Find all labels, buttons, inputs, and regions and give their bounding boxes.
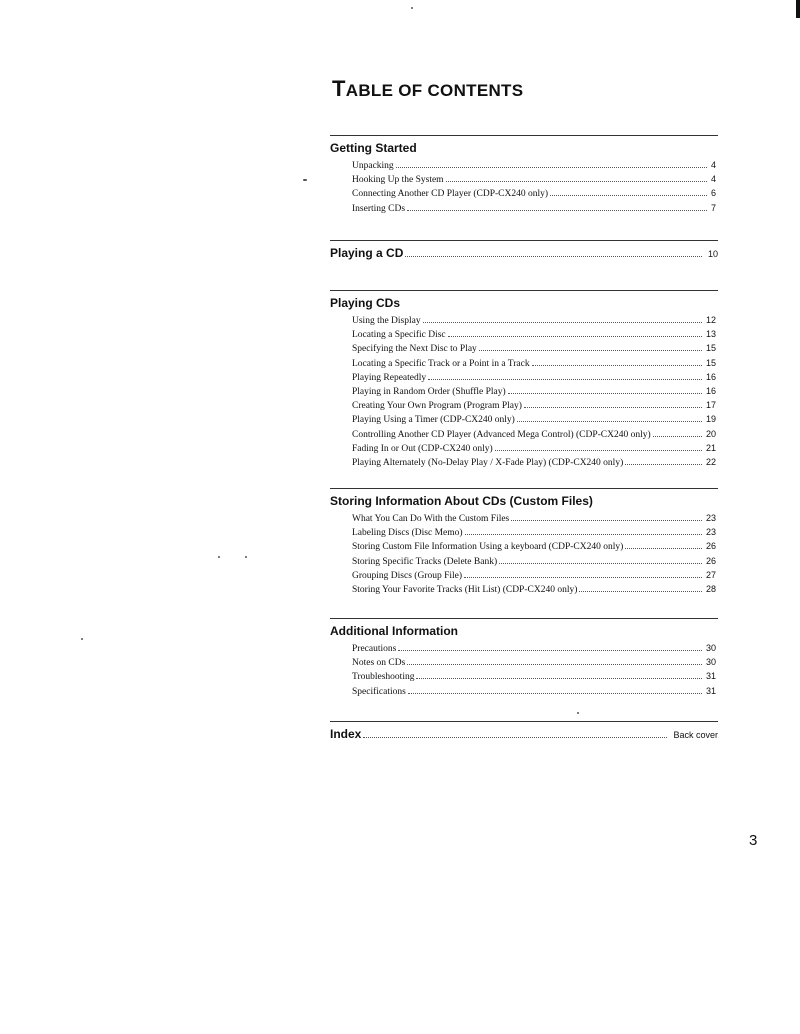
toc-entry-page: 17 — [705, 400, 716, 411]
dot-leader — [428, 379, 702, 380]
toc-entry-label: Labeling Discs (Disc Memo) — [352, 528, 463, 539]
section-heading: Storing Information About CDs (Custom Files) — [330, 494, 593, 508]
page-number: 3 — [749, 832, 758, 849]
toc-entry-label: Grouping Discs (Group File) — [352, 570, 463, 581]
toc-entry[interactable] — [352, 555, 718, 569]
toc-entry[interactable] — [352, 685, 718, 699]
toc-entry-label: Storing Specific Tracks (Delete Bank) — [352, 556, 498, 567]
dot-leader — [416, 678, 702, 679]
toc-entry[interactable] — [352, 456, 718, 470]
page-title — [332, 76, 523, 102]
dot-leader — [579, 591, 702, 592]
toc-entry-page: 15 — [705, 357, 716, 368]
toc-entry-page: 26 — [705, 541, 716, 552]
toc-entry-label: Playing in Random Order (Shuffle Play) — [352, 387, 506, 398]
toc-entry[interactable] — [352, 540, 718, 554]
dot-leader — [517, 421, 702, 422]
toc-entry-page: 21 — [705, 442, 716, 453]
section-divider — [330, 290, 718, 291]
toc-entry[interactable] — [352, 187, 718, 201]
toc-entry-page: 16 — [705, 371, 716, 382]
dot-leader — [464, 577, 702, 578]
section-heading: Playing a CD — [330, 246, 404, 260]
toc-entry-label: Storing Custom File Information Using a keyboard (CDP-CX240 only) — [352, 542, 624, 553]
toc-entry[interactable] — [352, 159, 718, 173]
scan-speck — [245, 556, 247, 558]
toc-entry-page: 10 — [707, 249, 718, 259]
toc-entry-label: Playing Alternately (No-Delay Play / X-Fade Play) (CDP-CX240 only) — [352, 458, 624, 469]
toc-entry[interactable] — [352, 342, 718, 356]
toc-entry[interactable] — [352, 642, 718, 656]
toc-entry[interactable] — [352, 173, 718, 187]
toc-entry-page: 13 — [705, 329, 716, 340]
toc-entry[interactable] — [352, 428, 718, 442]
dot-leader — [465, 534, 702, 535]
toc-entry[interactable] — [352, 202, 718, 216]
toc-entry-page: 6 — [710, 188, 716, 199]
scan-speck — [577, 712, 579, 714]
dot-leader — [423, 322, 702, 323]
section-heading: Additional Information — [330, 624, 458, 638]
dot-leader — [479, 350, 702, 351]
toc-entry-page: 23 — [705, 513, 716, 523]
section-divider — [330, 488, 718, 489]
toc-entry-page: 27 — [705, 569, 716, 580]
section-heading: Getting Started — [330, 141, 417, 155]
dot-leader — [625, 464, 702, 465]
dot-leader — [446, 181, 707, 182]
toc-entry-list — [330, 512, 718, 597]
toc-entry-page: 30 — [705, 643, 716, 653]
dot-leader — [398, 650, 702, 651]
scan-speck — [218, 556, 220, 558]
toc-entry-label: Using the Display — [352, 316, 421, 326]
toc-entry-label: What You Can Do With the Custom Files — [352, 514, 510, 524]
section-divider — [330, 618, 718, 619]
toc-entry-label: Fading In or Out (CDP-CX240 only) — [352, 443, 493, 454]
section-divider — [330, 240, 718, 241]
dot-leader — [625, 548, 702, 549]
toc-entry-label: Storing Your Favorite Tracks (Hit List) (CDP-CX240 only) — [352, 585, 578, 596]
toc-entry-page: 19 — [705, 414, 716, 425]
scan-speck — [81, 638, 83, 640]
dot-leader — [550, 195, 707, 196]
toc-entry[interactable] — [352, 328, 718, 342]
toc-entry-page: 31 — [705, 685, 716, 696]
title-initial: T — [332, 76, 346, 101]
toc-section-playing-a-cd — [330, 240, 718, 262]
toc-entry-label: Controlling Another CD Player (Advanced Mega Control) (CDP-CX240 only) — [352, 429, 651, 440]
dot-leader — [499, 563, 702, 564]
toc-entry-page: 15 — [705, 343, 716, 354]
dot-leader — [363, 737, 667, 738]
toc-entry[interactable] — [352, 656, 718, 670]
toc-entry-label: Locating a Specific Track or a Point in a Track — [352, 358, 530, 369]
toc-entry-label: Connecting Another CD Player (CDP-CX240 only) — [352, 189, 549, 200]
dot-leader — [407, 210, 707, 211]
toc-entry[interactable] — [352, 526, 718, 540]
toc-entry[interactable] — [352, 385, 718, 399]
toc-entry-page: 23 — [705, 527, 716, 538]
toc-section-storing-information — [330, 488, 718, 597]
section-heading: Playing CDs — [330, 296, 401, 310]
toc-entry[interactable] — [352, 512, 718, 526]
section-divider — [330, 135, 718, 136]
toc-entry[interactable] — [352, 569, 718, 583]
toc-entry[interactable] — [352, 670, 718, 684]
toc-entry-label: Notes on CDs — [352, 658, 406, 669]
toc-entry-label: Precautions — [352, 644, 397, 654]
toc-entry[interactable] — [352, 371, 718, 385]
toc-entry-label: Unpacking — [352, 161, 394, 171]
scan-speck — [303, 179, 307, 181]
toc-entry[interactable] — [352, 357, 718, 371]
dot-leader — [407, 664, 702, 665]
dot-leader — [532, 365, 702, 366]
section-divider — [330, 721, 718, 722]
title-rest: ABLE OF CONTENTS — [345, 81, 524, 100]
toc-entry-list — [330, 642, 718, 699]
toc-entry-page: 16 — [705, 386, 716, 397]
dot-leader — [511, 520, 702, 521]
toc-entry[interactable] — [330, 245, 718, 262]
toc-entry-label: Hooking Up the System — [352, 175, 444, 186]
dot-leader — [524, 407, 702, 408]
toc-entry[interactable] — [330, 726, 718, 743]
toc-entry-page: 7 — [710, 202, 716, 213]
toc-entry-label: Specifying the Next Disc to Play — [352, 344, 477, 355]
section-heading: Index — [330, 727, 362, 741]
toc-entry-label: Creating Your Own Program (Program Play) — [352, 401, 522, 412]
toc-entry-page: 31 — [705, 671, 716, 682]
toc-entry-page: 20 — [705, 428, 716, 439]
scan-edge-mark — [796, 0, 800, 18]
toc-entry-label: Playing Using a Timer (CDP-CX240 only) — [352, 415, 515, 426]
toc-entry-label: Specifications — [352, 686, 406, 697]
toc-entry-list — [330, 159, 718, 216]
toc-entry-page: 4 — [710, 160, 716, 170]
toc-entry-page: 30 — [705, 657, 716, 668]
toc-entry-page: 12 — [705, 315, 716, 325]
toc-section-additional-information — [330, 618, 718, 699]
dot-leader — [408, 693, 702, 694]
toc-entry[interactable] — [352, 583, 718, 597]
dot-leader — [653, 436, 702, 437]
toc-entry-label: Playing Repeatedly — [352, 372, 427, 383]
dot-leader — [396, 167, 707, 168]
scan-speck — [411, 7, 413, 9]
toc-entry-label: Locating a Specific Disc — [352, 330, 446, 341]
dot-leader — [405, 256, 702, 257]
toc-entry-list — [330, 314, 718, 470]
toc-entry[interactable] — [352, 442, 718, 456]
toc-entry-page: 28 — [705, 584, 716, 595]
toc-section-getting-started — [330, 135, 718, 216]
toc-entry-page: Back cover — [673, 730, 718, 740]
toc-entry-page: 26 — [705, 555, 716, 566]
toc-entry[interactable] — [352, 314, 718, 328]
toc-entry[interactable] — [352, 413, 718, 427]
dot-leader — [448, 336, 702, 337]
toc-entry-label: Inserting CDs — [352, 203, 406, 214]
toc-entry-label: Troubleshooting — [352, 672, 415, 683]
toc-entry-page: 22 — [705, 457, 716, 468]
toc-section-index — [330, 721, 718, 743]
toc-section-playing-cds — [330, 290, 718, 470]
toc-entry-page: 4 — [710, 174, 716, 185]
dot-leader — [508, 393, 702, 394]
toc-entry[interactable] — [352, 399, 718, 413]
dot-leader — [495, 450, 702, 451]
